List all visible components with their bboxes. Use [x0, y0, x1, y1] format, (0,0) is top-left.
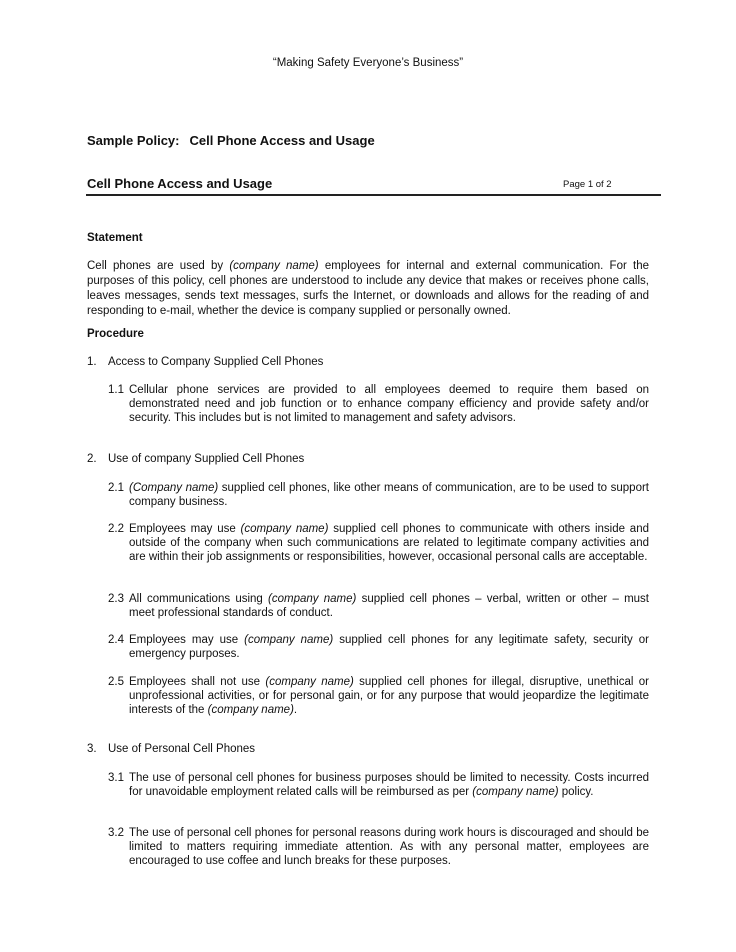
item-2-2: 2.2 Employees may use (company name) supplied cell phones to communicate with others inside and outside of the company when such communications are related to legitimate company activities and are within their job assignments or responsibilities, however, occasional personal calls are acceptable.	[108, 523, 649, 563]
section-2-title: 2. Use of company Supplied Cell Phones	[87, 453, 305, 465]
item-2-5: 2.5 Employees shall not use (company name) supplied cell phones for illegal, disruptive, unethical or unprofessional activities, or for personal gain, or for any purpose that would jeopardize the legitimate interests of the (company name).	[108, 676, 649, 716]
statement-heading: Statement	[87, 232, 143, 244]
header-rule	[86, 194, 661, 196]
section-3-title: 3. Use of Personal Cell Phones	[87, 743, 256, 755]
section-1-title: 1. Access to Company Supplied Cell Phones	[87, 356, 324, 368]
title-name: Cell Phone Access and Usage	[189, 133, 375, 148]
procedure-heading: Procedure	[87, 328, 144, 340]
item-3-2: 3.2 The use of personal cell phones for personal reasons during work hours is discouraged and should be limited to matters requiring immediate attention. As with any personal matter, employees are encouraged to use coffee and lunch breaks for these purposes.	[108, 827, 649, 867]
header-title: Cell Phone Access and Usage	[87, 176, 273, 191]
item-2-1: 2.1 (Company name) supplied cell phones, like other means of communication, are to be used to support company business.	[108, 482, 649, 508]
statement-paragraph: Cell phones are used by (company name) employees for internal and external communication. For the purposes of this policy, cell phones are understood to include any device that makes or receives phone calls, leaves messages, sends text messages, surfs the Internet, or downloads and allows for the reading of and responding to e-mail, whether the device is company supplied or personally owned.	[87, 260, 649, 317]
item-1-1: 1.1 Cellular phone services are provided to all employees deemed to require them based on demonstrated need and job function or to enhance company efficiency and provide safety and/or security. This includes but is not limited to management and safety advisors.	[108, 384, 649, 424]
document-title	[87, 133, 375, 148]
item-2-3: 2.3 All communications using (company name) supplied cell phones – verbal, written or other – must meet professional standards of conduct.	[108, 593, 649, 619]
item-3-1: 3.1 The use of personal cell phones for business purposes should be limited to necessity. Costs incurred for unavoidable employment related calls will be reimbursed as per (company name) policy.	[108, 772, 649, 798]
title-prefix: Sample Policy:	[87, 133, 180, 148]
item-2-4: 2.4 Employees may use (company name) supplied cell phones for any legitimate safety, security or emergency purposes.	[108, 634, 649, 660]
tagline: “Making Safety Everyone’s Business”	[272, 57, 464, 69]
page-number: Page 1 of 2	[563, 179, 612, 190]
